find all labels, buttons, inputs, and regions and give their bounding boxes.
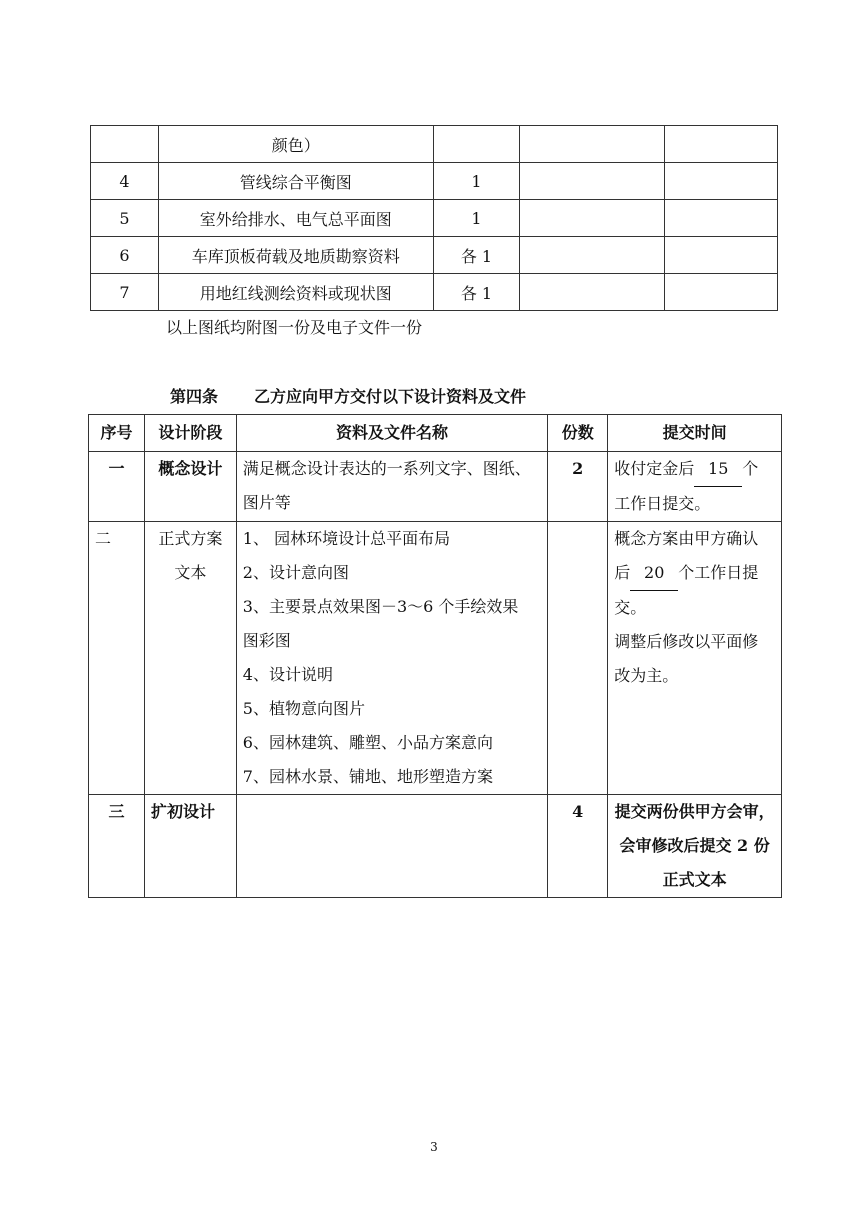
time-line: 提交两份供甲方会审，	[614, 802, 775, 821]
time-line	[614, 556, 775, 591]
doc-line: 图片等	[242, 493, 291, 512]
table-row	[91, 126, 778, 163]
cell-name: 颜色）	[158, 126, 433, 163]
doc-line: 满足概念设计表达的一系列文字、图纸、	[242, 459, 531, 478]
doc-line: 图彩图	[242, 631, 291, 650]
table-row	[89, 795, 782, 898]
cell-count	[548, 522, 608, 795]
cell-no: 4	[91, 163, 159, 200]
table-row	[91, 163, 778, 200]
time-text: 个	[742, 459, 759, 478]
time-line: 调整后修改以平面修	[614, 632, 759, 651]
header-stage: 设计阶段	[144, 415, 236, 452]
cell-qty: 各 1	[433, 274, 520, 311]
cell-name: 管线综合平衡图	[158, 163, 433, 200]
doc-line: 2、设计意向图	[242, 563, 349, 582]
cell-no: 三	[89, 795, 145, 898]
article-heading	[170, 384, 526, 407]
time-line: 会审修改后提交 2 份	[619, 836, 770, 855]
cell-name: 车库顶板荷载及地质勘察资料	[158, 237, 433, 274]
cell-count: 2	[548, 452, 608, 522]
article-title: 乙方应向甲方交付以下设计资料及文件	[254, 387, 527, 406]
cell-empty	[520, 126, 665, 163]
materials-table	[90, 125, 778, 311]
cell-qty: 1	[433, 200, 520, 237]
cell-empty	[665, 200, 778, 237]
doc-line: 6、园林建筑、雕塑、小品方案意向	[242, 733, 493, 752]
doc-line: 5、植物意向图片	[242, 699, 365, 718]
cell-docs	[236, 452, 547, 522]
table-row	[91, 274, 778, 311]
doc-line: 4、设计说明	[242, 665, 333, 684]
cell-docs	[236, 522, 547, 795]
cell-name: 用地红线测绘资料或现状图	[158, 274, 433, 311]
attachment-note: 以上图纸均附图一份及电子文件一份	[166, 318, 423, 337]
stage-line: 正式方案	[158, 529, 223, 548]
header-docs: 资料及文件名称	[236, 415, 547, 452]
time-line: 概念方案由甲方确认	[614, 529, 759, 548]
time-line	[614, 452, 775, 487]
time-text: 后	[614, 563, 631, 582]
doc-line: 1、 园林环境设计总平面布局	[242, 529, 451, 548]
cell-qty	[433, 126, 520, 163]
page-number: 3	[430, 1140, 438, 1154]
cell-stage	[144, 522, 236, 795]
cell-no	[91, 126, 159, 163]
cell-no: 二	[89, 522, 145, 795]
table-row	[91, 237, 778, 274]
cell-stage: 概念设计	[144, 452, 236, 522]
header-count: 份数	[548, 415, 608, 452]
article-label: 第四条	[170, 387, 219, 406]
cell-empty	[665, 163, 778, 200]
doc-line: 7、园林水景、铺地、地形塑造方案	[242, 767, 493, 786]
header-no: 序号	[89, 415, 145, 452]
cell-count: 4	[548, 795, 608, 898]
cell-empty	[665, 126, 778, 163]
cell-time	[608, 522, 782, 795]
header-row	[89, 415, 782, 452]
days-blank: 15	[694, 452, 742, 487]
cell-no: 一	[89, 452, 145, 522]
cell-name: 室外给排水、电气总平面图	[158, 200, 433, 237]
time-line: 交。	[614, 598, 647, 617]
cell-time	[608, 795, 782, 898]
cell-empty	[520, 274, 665, 311]
cell-empty	[665, 274, 778, 311]
cell-stage: 扩初设计	[144, 795, 236, 898]
cell-no: 6	[91, 237, 159, 274]
cell-time	[608, 452, 782, 522]
time-text: 收付定金后	[614, 459, 695, 478]
cell-no: 7	[91, 274, 159, 311]
cell-empty	[520, 237, 665, 274]
header-time: 提交时间	[608, 415, 782, 452]
cell-empty	[520, 163, 665, 200]
time-line: 改为主。	[614, 666, 679, 685]
days-blank: 20	[630, 556, 678, 591]
cell-docs	[236, 795, 547, 898]
cell-empty	[665, 237, 778, 274]
cell-no: 5	[91, 200, 159, 237]
time-line: 正式文本	[662, 870, 727, 889]
cell-empty	[520, 200, 665, 237]
cell-qty: 各 1	[433, 237, 520, 274]
table-row	[89, 522, 782, 795]
doc-line: 3、主要景点效果图－3～6 个手绘效果	[242, 597, 519, 616]
table-row	[91, 200, 778, 237]
table-row	[89, 452, 782, 522]
deliverables-table	[88, 414, 782, 898]
stage-line: 文本	[174, 563, 207, 582]
time-line: 工作日提交。	[614, 494, 711, 513]
time-text: 个工作日提	[678, 563, 759, 582]
cell-qty: 1	[433, 163, 520, 200]
